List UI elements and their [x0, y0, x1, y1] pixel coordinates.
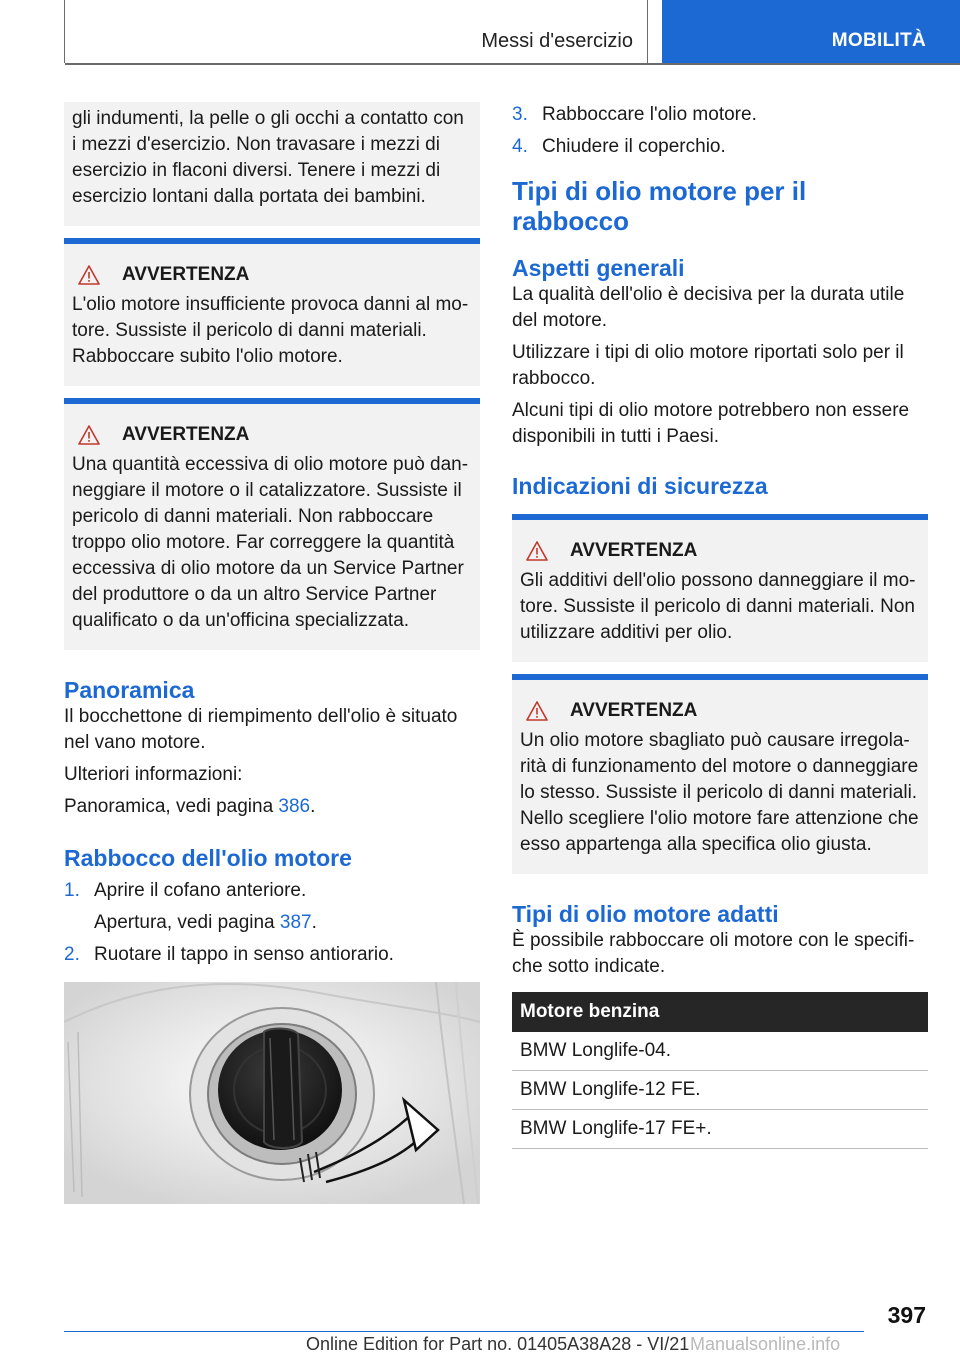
heading-aspetti-generali: Aspetti generali [512, 255, 685, 281]
ref-suffix: . [311, 912, 317, 933]
footer-divider [64, 1331, 864, 1332]
heading-sicurezza: Indicazioni di sicurezza [512, 473, 768, 499]
warning-text: Un olio motore sbagliato può causare irregolarità di funzionamento del motore o danneggiare lo stesso. Sussiste il pericolo di danni materiali. Nello scegliere l'olio motore fare attenzione che esso appartenga alla specifica olio giusta. [520, 730, 919, 855]
header-chapter-box [64, 0, 648, 63]
warning-title [72, 422, 472, 448]
warning-box [512, 514, 928, 662]
step-text: Chiudere il coperchio. [542, 136, 726, 157]
page-link-387[interactable]: 387 [279, 912, 312, 933]
panoramica-more: Ulteriori informazioni: [64, 764, 243, 785]
paragraph: Utilizzare i tipi di olio motore riportati solo per il rabbocco. [512, 342, 904, 389]
warning-triangle-icon [78, 425, 100, 445]
table-header-row [512, 992, 928, 1032]
page-number: 397 [887, 1302, 926, 1328]
warning-triangle-icon [78, 265, 100, 285]
list-item [64, 878, 480, 904]
ref-prefix: Panoramica, vedi pagina [64, 796, 279, 817]
warning-text: Gli additivi dell'olio possono danneggiare il motore. Sussiste il pericolo di danni materiali. Non utilizzare additivi per olio. [520, 570, 916, 643]
list-item [512, 134, 928, 160]
warning-box [64, 238, 480, 386]
warning-box [512, 674, 928, 874]
table-cell: BMW Longlife-17 FE+. [512, 1110, 928, 1149]
table-row [512, 1032, 928, 1071]
steps-list [512, 102, 928, 160]
table-cell: BMW Longlife-04. [512, 1032, 928, 1071]
panoramica-ref [64, 794, 480, 820]
oil-spec-table [512, 992, 928, 1149]
paragraph: La qualità dell'olio è decisiva per la durata utile del motore. [512, 284, 905, 331]
oil-cap-image [64, 982, 480, 1204]
list-item [64, 942, 480, 968]
oil-cap-illustration [64, 982, 480, 1204]
table-cell: BMW Longlife-12 FE. [512, 1071, 928, 1110]
step-text: Rabboccare l'olio motore. [542, 104, 757, 125]
warning-text: L'olio motore insufficiente provoca danni al motore. Sussiste il pericolo di danni materiali. Rabboccare subito l'olio motore. [72, 294, 469, 367]
warning-text: Una quantità eccessiva di olio motore può danneggiare il motore o il catalizzatore. Sussiste il pericolo di danni materiali. Non rabboccare troppo olio motore. Far correggere la quantità eccessiva di olio motore da un Service Partner del produttore o da un altro Service Partner qualificato o da un'officina specializzata. [72, 454, 469, 631]
warning-triangle-icon [526, 541, 548, 561]
steps-list [64, 942, 480, 968]
step-number: 3. [512, 104, 528, 125]
paragraph: Alcuni tipi di olio motore potrebbero non essere disponibili in tutti i Paesi. [512, 400, 910, 447]
paragraph: È possibile rabboccare oli motore con le specifiche sotto indicate. [512, 930, 915, 977]
ref-prefix: Apertura, vedi pagina [94, 912, 280, 933]
step-number: 4. [512, 136, 528, 157]
warning-title-text: AVVERTENZA [570, 540, 698, 561]
intro-text: gli indumenti, la pelle o gli occhi a contatto con i mezzi d'esercizio. Non travasare i mezzi di esercizio in flaconi diversi. Tenere i mezzi di esercizio lontani dalla portata dei bambini. [72, 108, 464, 207]
panoramica-text: Il bocchettone di riempimento dell'olio è situato nel vano motore. [64, 706, 458, 753]
intro-box [64, 102, 480, 226]
heading-rabbocco: Rabbocco dell'olio motore [64, 845, 352, 871]
footer-watermark: Manualsonline.info [690, 1334, 841, 1354]
warning-title-text: AVVERTENZA [122, 264, 250, 285]
table-header: Motore benzina [512, 992, 928, 1032]
warning-title [520, 538, 920, 564]
header-section-tab[interactable] [662, 0, 960, 63]
right-column [512, 102, 928, 1149]
warning-triangle-icon [526, 701, 548, 721]
warning-title-text: AVVERTENZA [570, 700, 698, 721]
step-text: Aprire il cofano anteriore. [94, 880, 307, 901]
table-row [512, 1071, 928, 1110]
step-text: Ruotare il tappo in senso antiorario. [94, 944, 394, 965]
heading-panoramica: Panoramica [64, 677, 195, 703]
left-column [64, 102, 480, 1204]
ref-suffix: . [310, 796, 316, 817]
steps-list [64, 878, 480, 904]
list-item [512, 102, 928, 128]
footer-edition: Online Edition for Part no. 01405A38A28 - VI/21 [306, 1334, 690, 1354]
header-divider [65, 63, 960, 65]
heading-tipi-rabbocco: Tipi di olio motore per il rabbocco [512, 176, 807, 236]
warning-title-text: AVVERTENZA [122, 424, 250, 445]
step-number: 2. [64, 944, 80, 965]
table-row [512, 1110, 928, 1149]
header-chapter: Messi d'esercizio [481, 30, 633, 52]
header-section-label: MOBILITÀ [831, 30, 926, 51]
step-sub [64, 910, 480, 936]
heading-tipi-adatti: Tipi di olio motore adatti [512, 901, 779, 927]
warning-title [72, 262, 472, 288]
warning-box [64, 398, 480, 650]
warning-title [520, 698, 920, 724]
step-number: 1. [64, 880, 80, 901]
page-link-386[interactable]: 386 [278, 796, 311, 817]
